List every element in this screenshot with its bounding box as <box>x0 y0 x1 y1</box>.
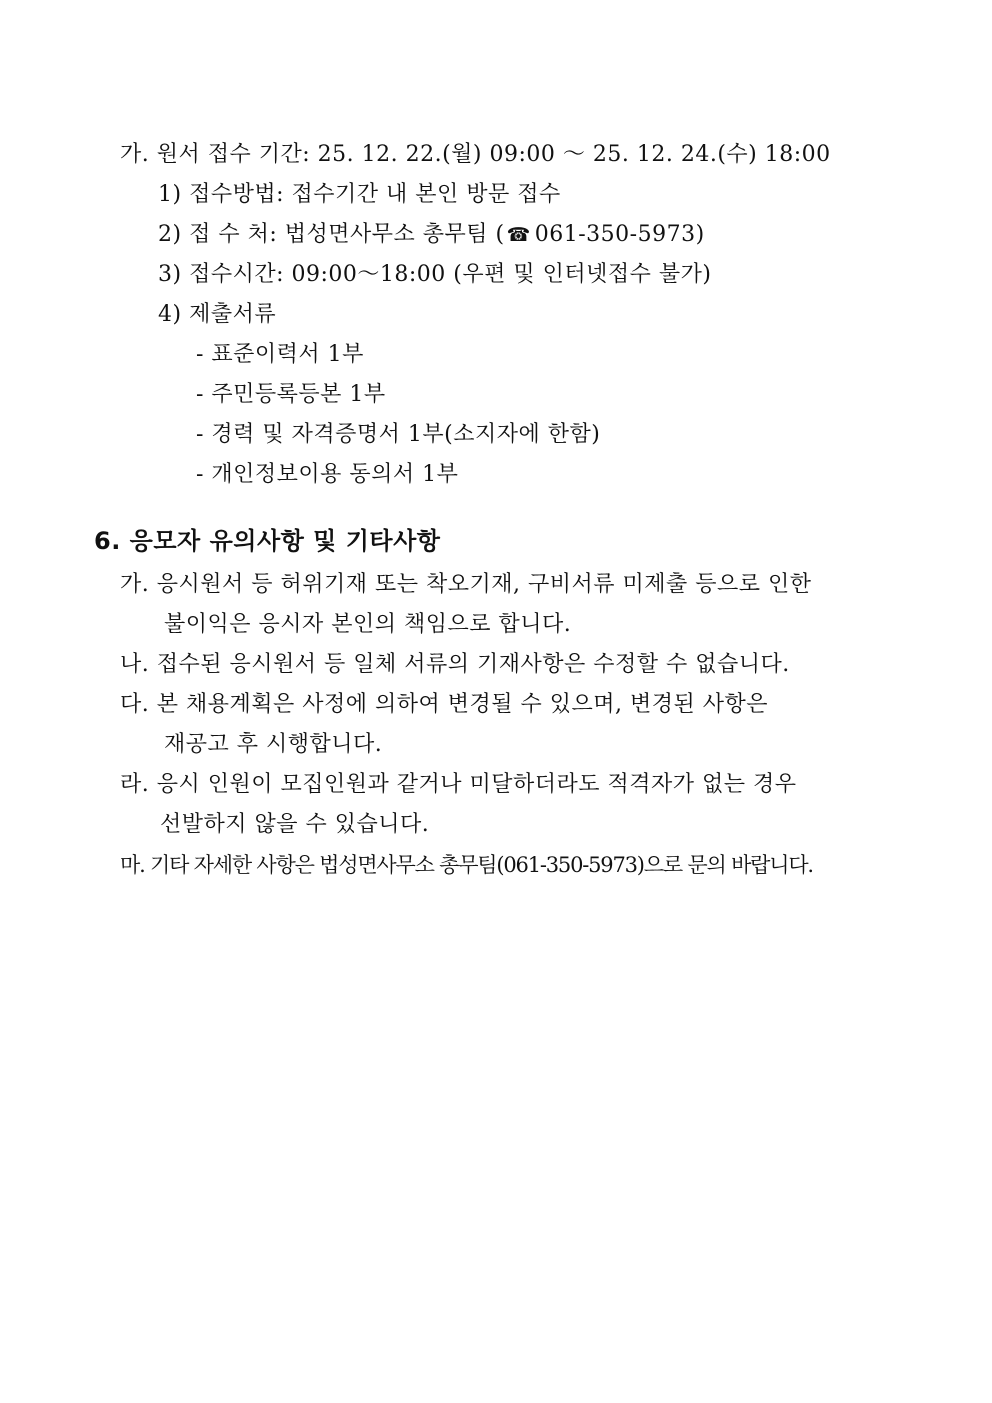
notice-ga-line2: 불이익은 응시자 본인의 책임으로 합니다. <box>164 612 572 637</box>
document-item: - 경력 및 자격증명서 1부(소지자에 한함) <box>196 422 601 447</box>
document-item: - 개인정보이용 동의서 1부 <box>196 462 459 487</box>
submission-place-phone: 061-350-5973) <box>534 222 705 247</box>
document-item: - 주민등록등본 1부 <box>196 382 386 407</box>
submission-place <box>158 220 705 250</box>
notice-ma: 마. 기타 자세한 사항은 법성면사무소 총무팀(061-350-5973)으로 문의 바랍니다. <box>120 853 813 877</box>
document-item: - 표준이력서 1부 <box>196 342 364 367</box>
notice-na: 나. 접수된 응시원서 등 일체 서류의 기재사항은 수정할 수 없습니다. <box>120 652 790 677</box>
submission-method: 1) 접수방법: 접수기간 내 본인 방문 접수 <box>158 182 561 207</box>
submission-place-label: 2) 접 수 처: 법성면사무소 총무팀 ( <box>158 222 505 247</box>
application-period: 가. 원서 접수 기간: 25. 12. 22.(월) 09:00 ～ 25. 12. 24.(수) 18:00 <box>120 142 831 167</box>
notice-da-line2: 재공고 후 시행합니다. <box>164 732 383 757</box>
submission-hours: 3) 접수시간: 09:00～18:00 (우편 및 인터넷접수 불가) <box>158 262 712 287</box>
notice-ga-line1: 가. 응시원서 등 허위기재 또는 착오기재, 구비서류 미제출 등으로 인한 <box>120 572 812 597</box>
notice-ra-line2: 선발하지 않을 수 있습니다. <box>160 812 430 837</box>
notice-da-line1: 다. 본 채용계획은 사정에 의하여 변경될 수 있으며, 변경된 사항은 <box>120 692 768 717</box>
section-title: 6. 응모자 유의사항 및 기타사항 <box>94 527 441 555</box>
phone-icon: ☎ <box>506 224 531 246</box>
notice-ra-line1: 라. 응시 인원이 모집인원과 같거나 미달하더라도 적격자가 없는 경우 <box>120 772 797 797</box>
required-documents-heading: 4) 제출서류 <box>158 302 277 327</box>
